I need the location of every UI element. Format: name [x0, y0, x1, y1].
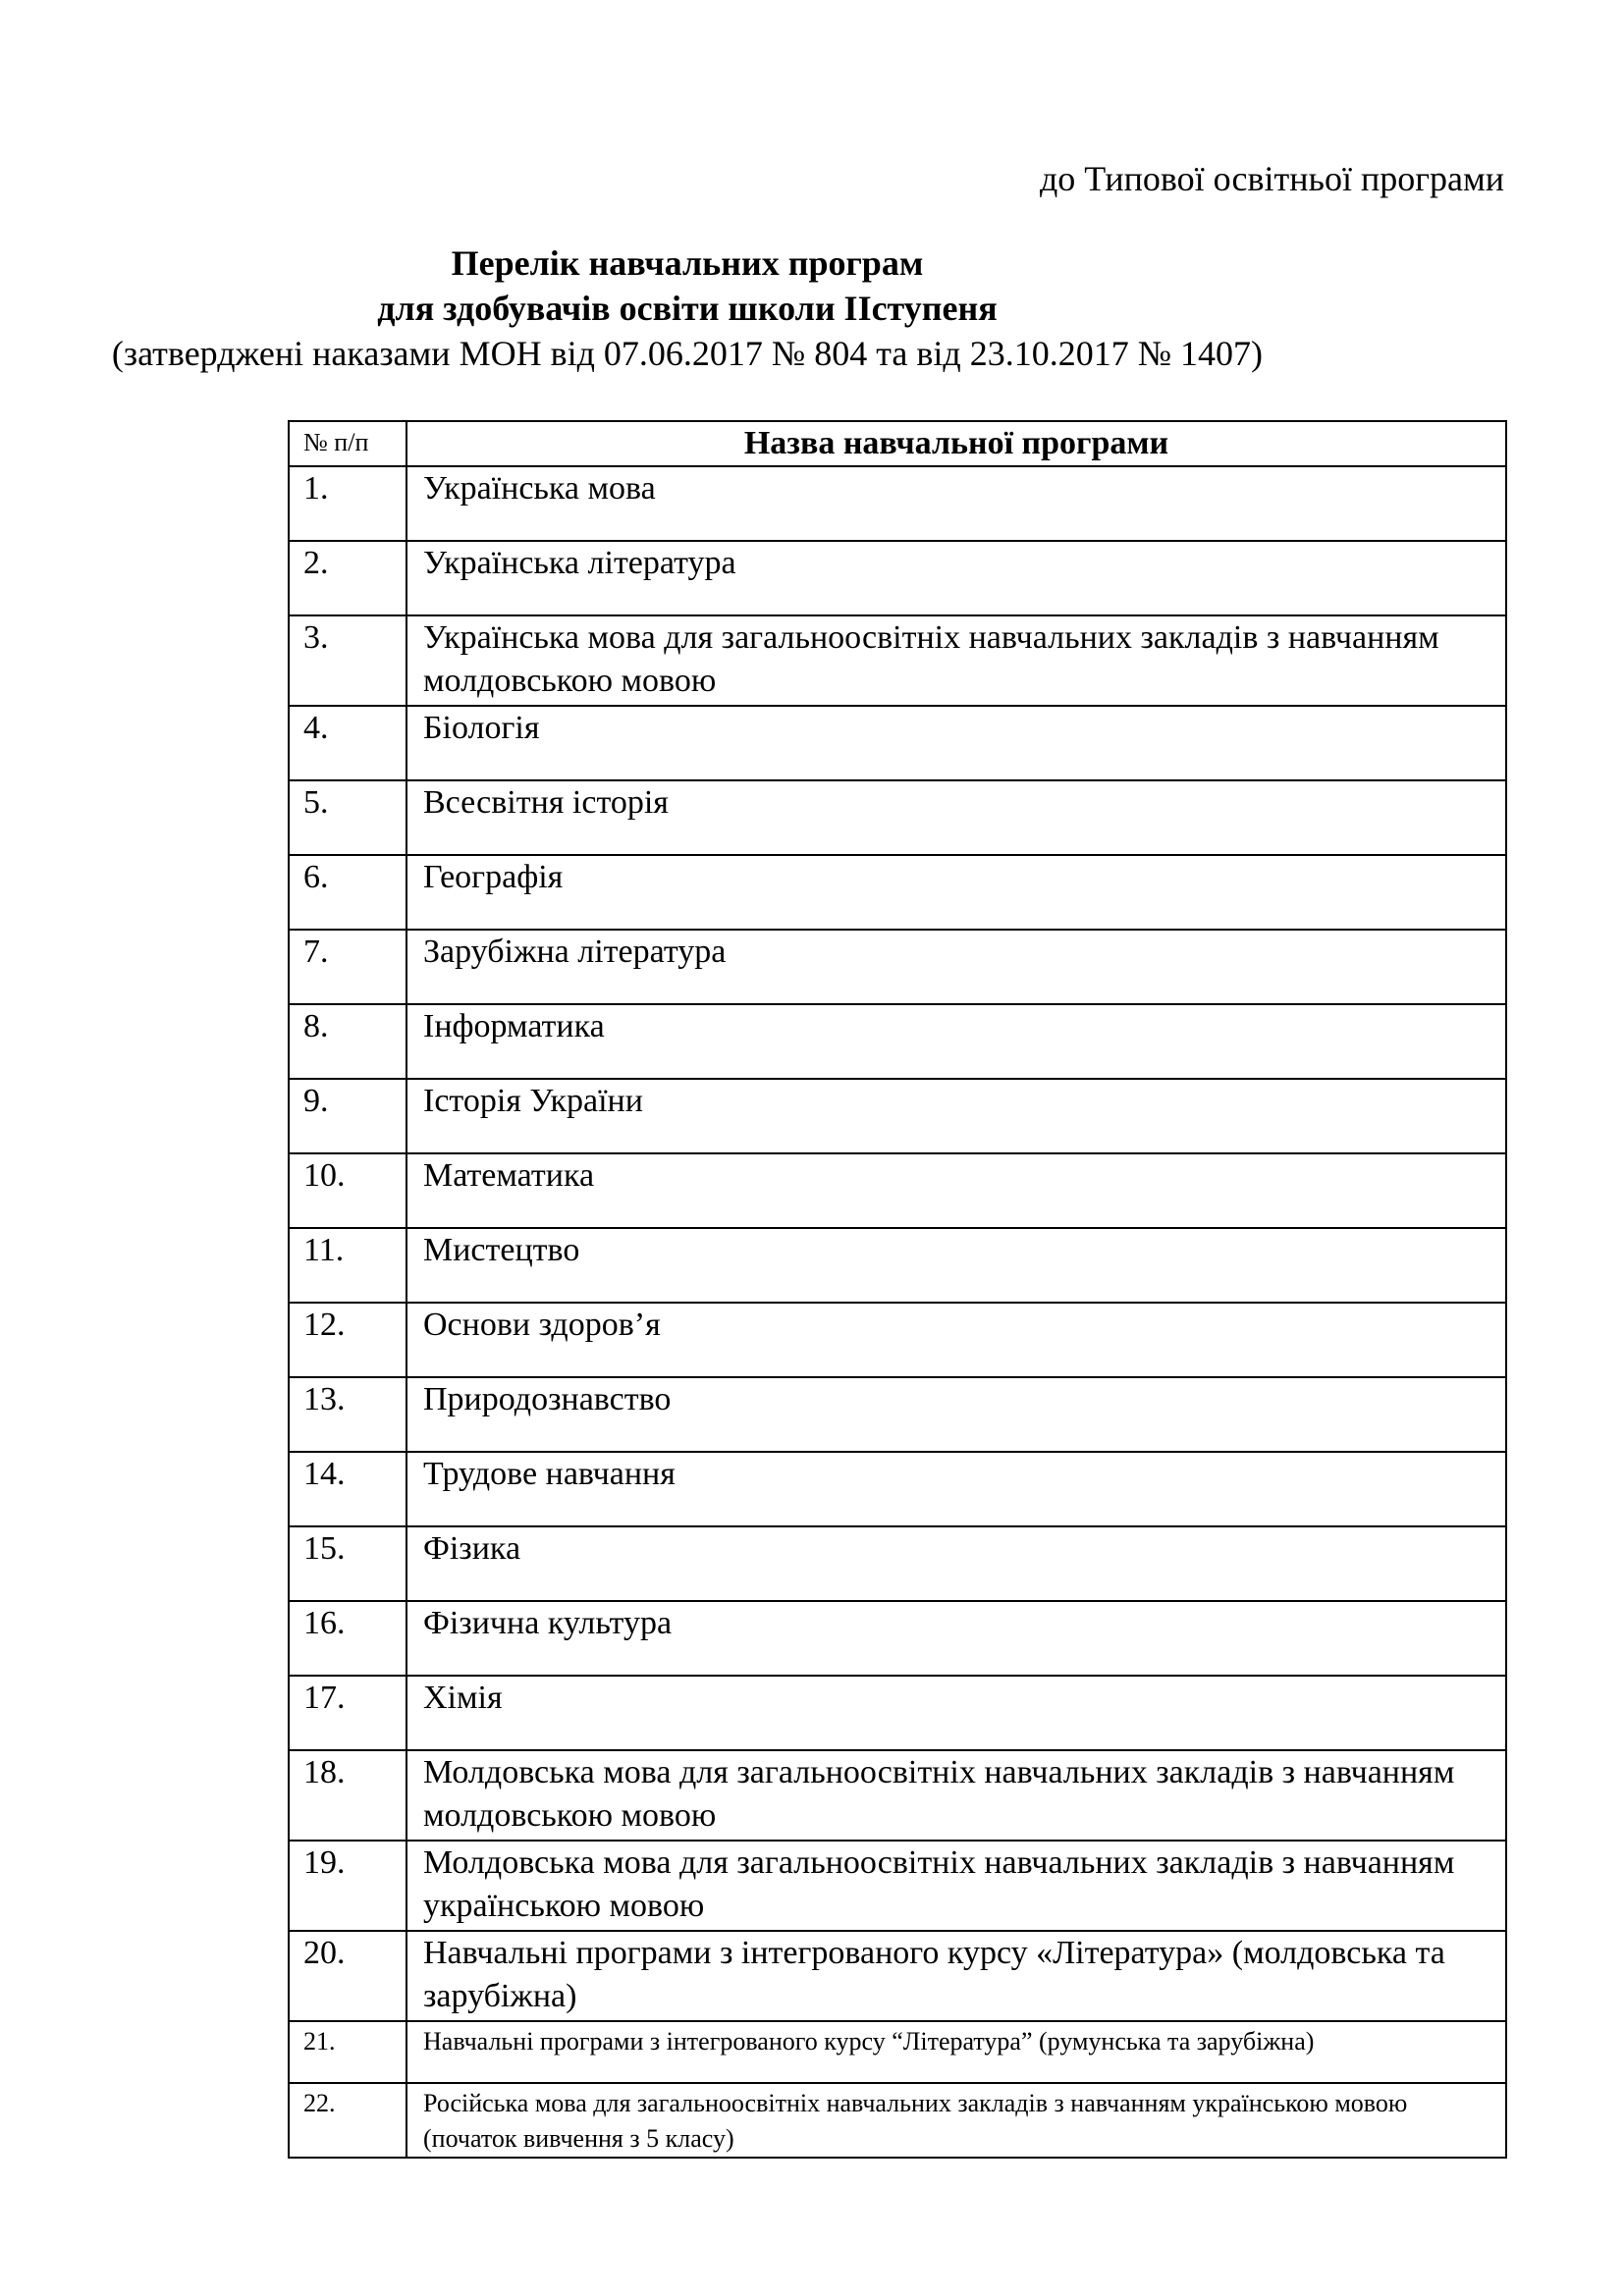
row-number: 21.	[289, 2021, 406, 2083]
program-name: Фізична культура	[406, 1601, 1506, 1676]
row-number: 6.	[289, 855, 406, 930]
row-number: 7.	[289, 930, 406, 1004]
table-row	[289, 1004, 1506, 1079]
table-row	[289, 541, 1506, 615]
program-name: Біологія	[406, 706, 1506, 780]
program-name: Мистецтво	[406, 1228, 1506, 1303]
table-row	[289, 1228, 1506, 1303]
table-row	[289, 1153, 1506, 1228]
program-name: Українська мова	[406, 466, 1506, 541]
row-number: 1.	[289, 466, 406, 541]
row-number: 9.	[289, 1079, 406, 1153]
table-row	[289, 1079, 1506, 1153]
row-number: 2.	[289, 541, 406, 615]
table-row	[289, 466, 1506, 541]
program-name: Російська мова для загальноосвітніх навчальних закладів з навчанням українською мовою (початок вивчення з 5 класу)	[406, 2083, 1506, 2158]
program-name: Навчальні програми з інтегрованого курсу “Література” (румунська та зарубіжна)	[406, 2021, 1506, 2083]
column-header-name: Назва навчальної програми	[406, 421, 1506, 466]
column-header-number: № п/п	[289, 421, 406, 466]
programs-table	[288, 420, 1507, 2159]
program-name: Всесвітня історія	[406, 780, 1506, 855]
row-number: 20.	[289, 1931, 406, 2021]
table-row	[289, 1676, 1506, 1750]
table-row	[289, 1452, 1506, 1526]
table-row	[289, 706, 1506, 780]
program-name: Українська література	[406, 541, 1506, 615]
program-name: Молдовська мова для загальноосвітніх навчальних закладів з навчанням молдовською мовою	[406, 1750, 1506, 1841]
row-number: 11.	[289, 1228, 406, 1303]
table-header-row	[289, 421, 1506, 466]
program-name: Фізика	[406, 1526, 1506, 1601]
row-number: 15.	[289, 1526, 406, 1601]
program-name: Інформатика	[406, 1004, 1506, 1079]
row-number: 14.	[289, 1452, 406, 1526]
program-name: Хімія	[406, 1676, 1506, 1750]
table-row	[289, 780, 1506, 855]
program-name: Природознавство	[406, 1377, 1506, 1452]
row-number: 13.	[289, 1377, 406, 1452]
row-number: 8.	[289, 1004, 406, 1079]
row-number: 19.	[289, 1841, 406, 1931]
header-note: до Типової освітньої програми	[1039, 159, 1504, 198]
program-name: Історія України	[406, 1079, 1506, 1153]
program-name: Українська мова для загальноосвітніх навчальних закладів з навчанням молдовською мовою	[406, 615, 1506, 706]
row-number: 18.	[289, 1750, 406, 1841]
table-row	[289, 2083, 1506, 2158]
table-row	[289, 930, 1506, 1004]
table-row	[289, 1931, 1506, 2021]
table-row	[289, 855, 1506, 930]
program-name: Географія	[406, 855, 1506, 930]
row-number: 4.	[289, 706, 406, 780]
program-name: Математика	[406, 1153, 1506, 1228]
table-row	[289, 1526, 1506, 1601]
document-title-line2: для здобувачів освіти школи ІІступеня	[377, 289, 998, 328]
row-number: 3.	[289, 615, 406, 706]
program-name: Трудове навчання	[406, 1452, 1506, 1526]
table-row	[289, 2021, 1506, 2083]
row-number: 12.	[289, 1303, 406, 1377]
program-name: Зарубіжна література	[406, 930, 1506, 1004]
table-row	[289, 1377, 1506, 1452]
table-row	[289, 1601, 1506, 1676]
row-number: 5.	[289, 780, 406, 855]
table-row	[289, 1303, 1506, 1377]
program-name: Молдовська мова для загальноосвітніх навчальних закладів з навчанням українською мовою	[406, 1841, 1506, 1931]
program-name: Навчальні програми з інтегрованого курсу «Література» (молдовська та зарубіжна)	[406, 1931, 1506, 2021]
approval-note: (затверджені наказами МОН від 07.06.2017 № 804 та від 23.10.2017 № 1407)	[111, 334, 1264, 373]
document-title: Перелік навчальних програм	[451, 243, 924, 283]
row-number: 17.	[289, 1676, 406, 1750]
row-number: 16.	[289, 1601, 406, 1676]
table-row	[289, 1750, 1506, 1841]
title-block	[0, 240, 1375, 376]
row-number: 22.	[289, 2083, 406, 2158]
table-row	[289, 615, 1506, 706]
table-row	[289, 1841, 1506, 1931]
program-name: Основи здоров’я	[406, 1303, 1506, 1377]
row-number: 10.	[289, 1153, 406, 1228]
